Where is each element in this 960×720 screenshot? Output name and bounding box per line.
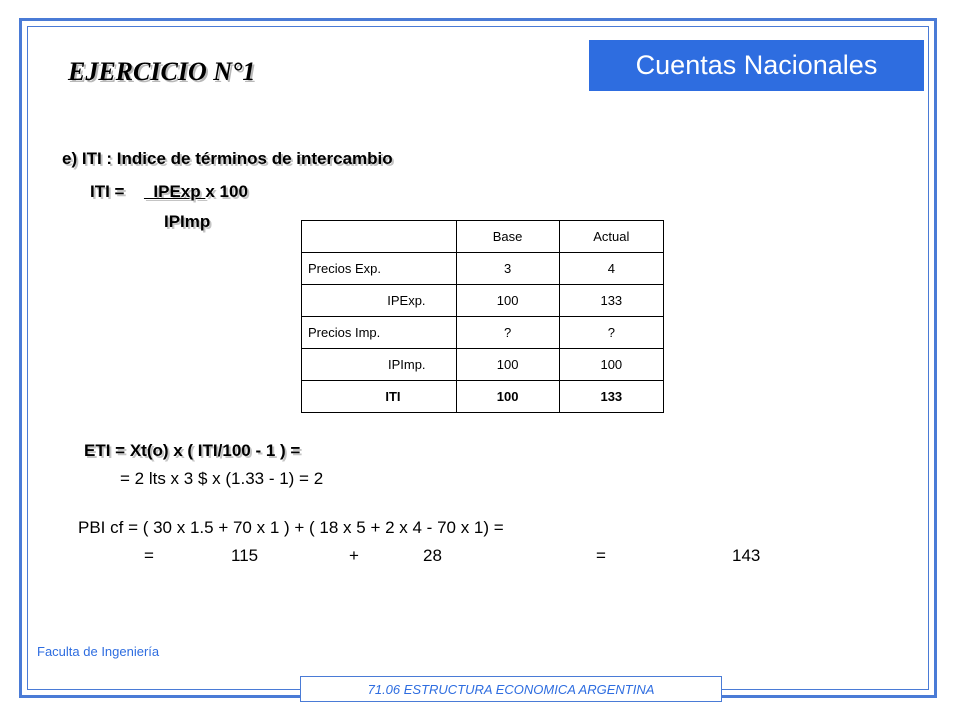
table-row — [302, 317, 664, 349]
cell-base: 100 — [456, 285, 559, 317]
table-header-cell: Base — [456, 221, 559, 253]
pbi-value-1: 115 — [231, 546, 259, 565]
cell-actual: 133 — [559, 285, 663, 317]
row-label: IPImp. — [302, 349, 457, 381]
course-title: Cuentas Nacionales — [635, 50, 878, 80]
cell-base: 100 — [456, 381, 559, 413]
iti-formula-denominator: IPImp — [164, 212, 211, 231]
pbi-value-2: 28 — [423, 546, 442, 565]
eti-formula: ETI = Xt(o) x ( ITI/100 - 1 ) = — [84, 441, 301, 460]
table-row — [302, 381, 664, 413]
pbi-eq2: = — [596, 546, 606, 565]
course-title-banner — [589, 40, 924, 91]
table-row — [302, 285, 664, 317]
row-label: IPExp. — [302, 285, 457, 317]
pbi-plus: + — [349, 546, 359, 565]
pbi-total: 143 — [732, 546, 761, 565]
table-header-cell — [302, 221, 457, 253]
row-label: Precios Exp. — [302, 253, 457, 285]
table-header-cell: Actual — [559, 221, 663, 253]
course-code: 71.06 ESTRUCTURA ECONOMICA ARGENTINA — [367, 681, 655, 697]
cell-actual: 133 — [559, 381, 663, 413]
table-row — [302, 253, 664, 285]
eti-result: = 2 lts x 3 $ x (1.33 - 1) = 2 — [120, 469, 324, 488]
cell-actual: ? — [559, 317, 663, 349]
iti-formula — [90, 182, 248, 202]
course-code-box — [300, 676, 722, 702]
row-label: ITI — [302, 381, 457, 413]
row-label: Precios Imp. — [302, 317, 457, 349]
section-letter: e) — [62, 149, 78, 168]
cell-base: 100 — [456, 349, 559, 381]
pbi-eq1: = — [144, 546, 154, 565]
cell-base: 3 — [456, 253, 559, 285]
cell-actual: 4 — [559, 253, 663, 285]
cell-actual: 100 — [559, 349, 663, 381]
section-heading-text: ITI : Indice de términos de intercambio — [81, 149, 393, 168]
table-header-row — [302, 221, 664, 253]
table-row — [302, 349, 664, 381]
exercise-title: EJERCICIO N°1 — [68, 57, 256, 86]
institution-label: Faculta de Ingeniería — [37, 644, 160, 659]
pbi-formula: PBI cf = ( 30 x 1.5 + 70 x 1 ) + ( 18 x 5 + 2 x 4 - 70 x 1) = — [78, 518, 504, 537]
iti-formula-times: x 100 — [205, 182, 248, 201]
section-heading — [62, 149, 393, 169]
cell-base: ? — [456, 317, 559, 349]
price-index-table — [301, 220, 664, 413]
iti-formula-numerator: IPExp — [143, 182, 206, 201]
iti-formula-lhs: ITI = — [90, 182, 125, 201]
